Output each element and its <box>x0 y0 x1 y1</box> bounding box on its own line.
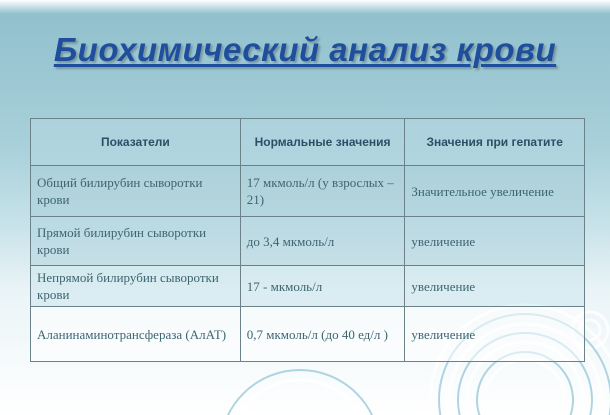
normal-value-cell: 0,7 мкмоль/л (до 40 ед/л ) <box>240 307 405 362</box>
hepatitis-value-cell: увеличение <box>405 266 585 307</box>
indicator-cell: Общий билирубин сыворотки крови <box>31 166 241 217</box>
table-row <box>31 217 585 266</box>
analysis-table-container <box>30 118 585 362</box>
table-row <box>31 307 585 362</box>
table-row <box>31 266 585 307</box>
hepatitis-value-cell: увеличение <box>405 307 585 362</box>
page-title: Биохимический анализ крови <box>53 31 557 68</box>
normal-value-cell: 17 - мкмоль/л <box>240 266 405 307</box>
hepatitis-value-cell: увеличение <box>405 217 585 266</box>
indicator-cell: Непрямой билирубин сыворотки крови <box>31 266 241 307</box>
table-row <box>31 166 585 217</box>
normal-value-cell: 17 мкмоль/л (у взрослых – 21) <box>240 166 405 217</box>
header-indicators: Показатели <box>31 119 241 166</box>
hepatitis-value-cell: Значительное увеличение <box>405 166 585 217</box>
table-header-row <box>31 119 585 166</box>
indicator-cell: Прямой билирубин сыворотки крови <box>31 217 241 266</box>
analysis-table <box>30 118 585 362</box>
normal-value-cell: до 3,4 мкмоль/л <box>240 217 405 266</box>
header-hepatitis-values: Значения при гепатите <box>405 119 585 166</box>
indicator-cell: Аланинаминотрансфераза (АлАТ) <box>31 307 241 362</box>
header-normal-values: Нормальные значения <box>240 119 405 166</box>
